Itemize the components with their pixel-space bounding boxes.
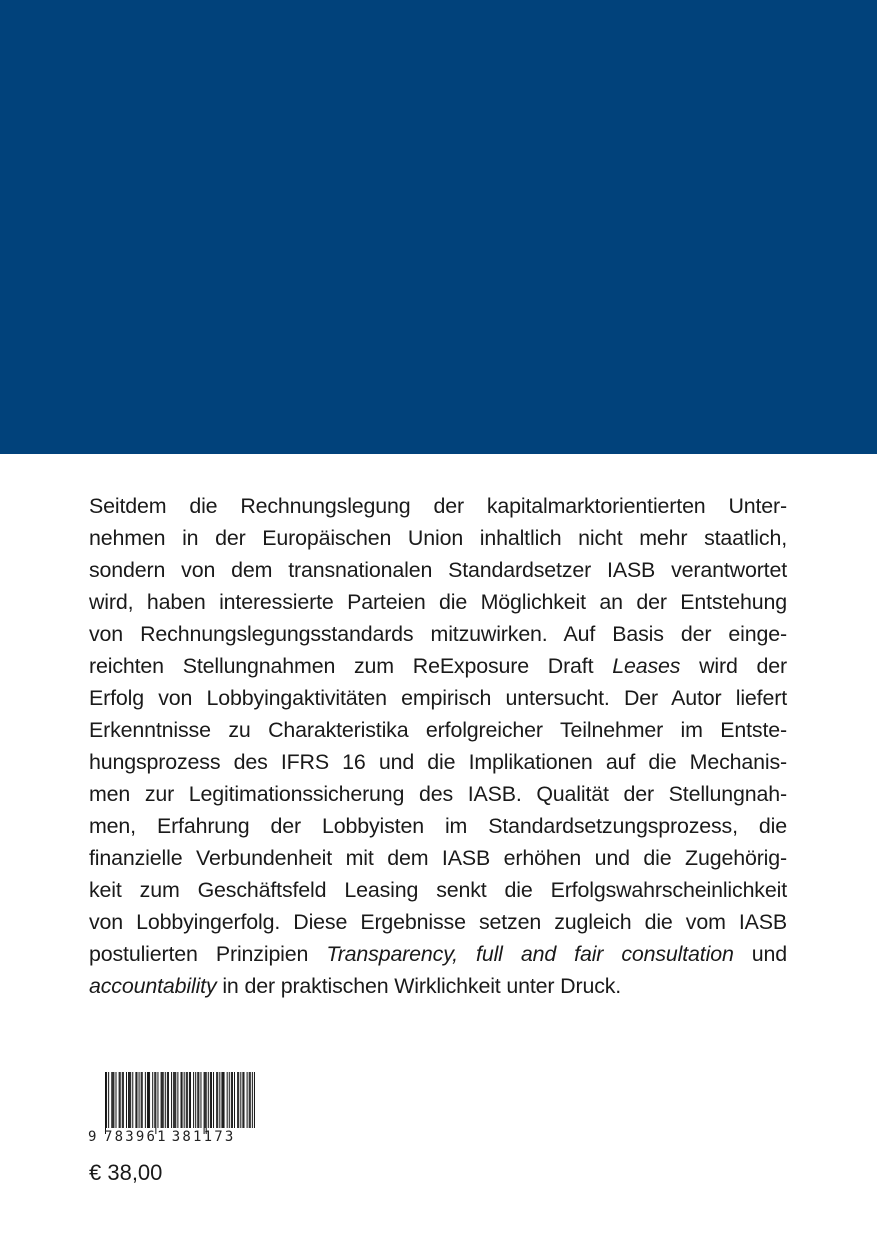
barcode-bar [187,1072,188,1128]
barcode-bar [227,1072,228,1128]
blurb-italic-accountability: accountability [89,974,217,998]
barcode-bar [128,1072,129,1128]
barcode-bar [219,1072,220,1128]
barcode-bar [232,1072,233,1128]
barcode-bar [198,1072,199,1128]
barcode-bar [229,1072,230,1128]
barcode-bar [108,1072,109,1128]
blurb-line: keit zum Geschäftsfeld Leasing senkt die Erfolgswahrscheinlichkeit [89,878,787,902]
blurb-text: postulierten Prinzipien [89,942,309,966]
barcode-bar [141,1072,142,1128]
barcode-bar [161,1072,162,1128]
barcode-bar [122,1072,123,1128]
barcode-bar [148,1072,149,1128]
blurb-line: wird, haben interessierte Parteien die Möglichkeit an der Entstehung [89,590,787,614]
barcode-bar [181,1072,182,1128]
blurb-line: Seitdem die Rechnungslegung der kapitalmarktorientierten Unter- [89,494,787,518]
barcode-bar [208,1072,209,1128]
barcode-bar [231,1072,232,1128]
barcode-bar [149,1072,150,1128]
barcode-bar [237,1072,238,1128]
barcode-bar [205,1072,206,1128]
barcode-bar [189,1072,190,1128]
barcode-bar [139,1072,140,1128]
blurb-text: in der praktischen Wirklichkeit unter Druck. [222,974,622,998]
barcode-bar [120,1072,121,1128]
blurb-text: und [751,942,788,966]
barcode-bar [186,1072,187,1128]
barcode-bar [190,1072,191,1128]
barcode-bar [147,1072,148,1128]
barcode-bar [171,1072,172,1128]
barcode-bar [167,1072,168,1128]
cover-color-band [0,0,877,454]
barcode-bar [175,1072,176,1128]
blurb-italic-principles: Transparency, full and fair consultation [326,942,734,966]
barcode-bar [243,1072,244,1128]
barcode-bar [254,1072,255,1128]
barcode-bar [238,1072,239,1128]
blurb-line: men zur Legitimationssicherung des IASB. Qualität der Stellungnah- [89,782,787,806]
barcode-bar [173,1072,174,1128]
barcode-bar [224,1072,225,1128]
barcode-bar [210,1072,211,1128]
blurb-line: finanzielle Verbundenheit mit dem IASB erhöhen und die Zugehörig- [89,846,787,870]
blurb-line: Erfolg von Lobbyingaktivitäten empirisch untersucht. Der Autor liefert [89,686,787,710]
barcode-bar [155,1072,156,1134]
barcode-bar [213,1072,214,1128]
barcode-bar [249,1072,250,1128]
blurb-line: hungsprozess des IFRS 16 und die Implikationen auf die Mechanis- [89,750,787,774]
barcode-bar [240,1072,241,1128]
barcode-bar [174,1072,175,1128]
barcode-bar [177,1072,178,1128]
barcode-bar [145,1072,146,1128]
barcode-bar [216,1072,217,1128]
barcode-bar [115,1072,116,1128]
barcode-bar [182,1072,183,1128]
barcode-bar [132,1072,133,1128]
blurb-text: reichten Stellungnahmen zum ReExposure Draft [89,654,594,678]
blurb-line: von Rechnungslegungsstandards mitzuwirken. Auf Basis der einge- [89,622,787,646]
barcode-bar [142,1072,143,1128]
barcode-bar [184,1072,185,1128]
barcode-bar [247,1072,248,1128]
price-label: € 38,00 [89,1160,163,1185]
barcode-bar [152,1072,153,1128]
barcode-bar [222,1072,223,1128]
barcode-bar [162,1072,163,1128]
barcode-bar [221,1072,222,1128]
blurb-line [89,938,787,970]
barcode-bar [130,1072,131,1128]
barcode-lead-digit: 9 [88,1129,97,1145]
blurb-text: wird der [699,654,787,678]
barcode-bar [112,1072,113,1128]
barcode-bar [197,1072,198,1128]
barcode-bar [250,1072,251,1128]
barcode-bar [136,1072,137,1128]
barcode-bar [193,1072,194,1128]
barcode-bar [242,1072,243,1128]
barcode-bar [217,1072,218,1128]
barcode-bar [105,1072,106,1134]
barcode-bar [195,1072,196,1128]
barcode-bar [126,1072,127,1128]
barcode-group-left: 783961 [104,1129,168,1145]
barcode-bar [206,1072,207,1134]
barcode-group-right: 381173 [171,1129,236,1145]
barcode-bar [129,1072,130,1128]
barcode-bar [154,1072,155,1128]
barcode-bar [165,1072,166,1128]
barcode-bar [157,1072,158,1128]
blurb-line: sondern von dem transnationalen Standardsetzer IASB verantwortet [89,558,787,582]
barcode-bar [200,1072,201,1128]
blurb-line: von Lobbyingerfolg. Diese Ergebnisse setzen zugleich die vom IASB [89,910,787,934]
barcode-bar [106,1072,107,1128]
barcode-bar [119,1072,120,1128]
barcode-bar [234,1072,235,1128]
barcode-bars-graphic [105,1072,255,1134]
barcode-digits [88,1129,254,1149]
barcode-bar [204,1072,205,1134]
barcode-bar [123,1072,124,1128]
isbn-barcode [88,1072,254,1150]
blurb-line: nehmen in der Europäischen Union inhaltlich nicht mehr staatlich, [89,526,787,550]
barcode-bar [168,1072,169,1128]
blurb-line [89,650,787,682]
barcode-bar [111,1072,112,1128]
blurb-line: Erkenntnisse zu Charakteristika erfolgreicher Teilnehmer im Entste- [89,718,787,742]
blurb-line: men, Erfahrung der Lobbyisten im Standardsetzungsprozess, die [89,814,787,838]
blurb-italic-leases: Leases [612,654,681,678]
blurb-line [89,970,787,1002]
barcode-bar [211,1072,212,1128]
barcode-bar [113,1072,114,1128]
barcode-bar [252,1072,253,1128]
barcode-bar [135,1072,136,1128]
barcode-bar [163,1072,164,1128]
back-cover-blurb [89,490,787,1002]
